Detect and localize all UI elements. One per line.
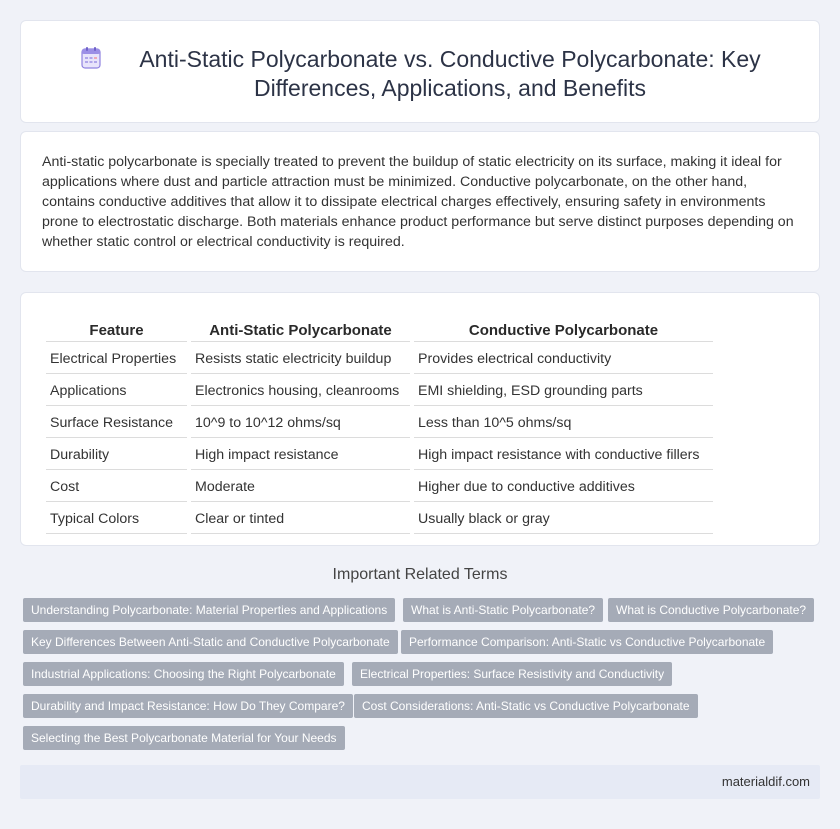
footer-site-name: materialdif.com <box>721 774 810 789</box>
table-row <box>46 504 713 534</box>
table-row <box>46 440 713 470</box>
feature-cell: Cost <box>46 472 187 502</box>
anti-static-cell: Resists static electricity buildup <box>191 344 410 374</box>
anti-static-cell: Moderate <box>191 472 410 502</box>
related-term-link[interactable]: Understanding Polycarbonate: Material Properties and Applications <box>23 598 395 622</box>
title-card <box>20 20 820 123</box>
conductive-cell: Provides electrical conductivity <box>414 344 713 374</box>
conductive-cell: Higher due to conductive additives <box>414 472 713 502</box>
comparison-table <box>42 313 717 536</box>
table-row <box>46 376 713 406</box>
intro-card <box>20 131 820 272</box>
intro-paragraph: Anti-static polycarbonate is specially treated to prevent the buildup of static electricity on its surface, making it ideal for applications where dust and particle attraction must be minimized. Conductive polycarbonate, on the other hand, contains conductive additives that allow it to dissipate electrical charges effectively, ensuring safety in environments prone to electrostatic discharge. Both materials enhance product performance but serve distinct purposes depending on whether static control or electrical conductivity is required. <box>42 154 794 250</box>
conductive-cell: Usually black or gray <box>414 504 713 534</box>
related-term-link[interactable]: Cost Considerations: Anti-Static vs Conductive Polycarbonate <box>354 694 698 718</box>
table-row <box>46 472 713 502</box>
feature-cell: Durability <box>46 440 187 470</box>
related-term-link[interactable]: Key Differences Between Anti-Static and Conductive Polycarbonate <box>23 630 398 654</box>
footer-bar <box>20 765 820 799</box>
anti-static-cell: 10^9 to 10^12 ohms/sq <box>191 408 410 438</box>
related-term-link[interactable]: Industrial Applications: Choosing the Right Polycarbonate <box>23 662 344 686</box>
related-terms-heading: Important Related Terms <box>332 566 508 583</box>
table-row <box>46 408 713 438</box>
header-feature: Feature <box>46 315 187 342</box>
conductive-cell: High impact resistance with conductive fillers <box>414 440 713 470</box>
feature-cell: Typical Colors <box>46 504 187 534</box>
anti-static-cell: High impact resistance <box>191 440 410 470</box>
related-term-link[interactable]: Performance Comparison: Anti-Static vs Conductive Polycarbonate <box>401 630 773 654</box>
feature-cell: Electrical Properties <box>46 344 187 374</box>
calendar-icon <box>81 47 101 69</box>
related-term-link[interactable]: Selecting the Best Polycarbonate Material for Your Needs <box>23 726 345 750</box>
page-title: Anti-Static Polycarbonate vs. Conductive Polycarbonate: Key Differences, Applications, and Benefits <box>139 46 761 101</box>
anti-static-cell: Clear or tinted <box>191 504 410 534</box>
related-term-link[interactable]: What is Anti-Static Polycarbonate? <box>403 598 603 622</box>
conductive-cell: Less than 10^5 ohms/sq <box>414 408 713 438</box>
related-term-link[interactable]: What is Conductive Polycarbonate? <box>608 598 814 622</box>
header-conductive: Conductive Polycarbonate <box>414 315 713 342</box>
feature-cell: Applications <box>46 376 187 406</box>
feature-cell: Surface Resistance <box>46 408 187 438</box>
anti-static-cell: Electronics housing, cleanrooms <box>191 376 410 406</box>
related-term-link[interactable]: Durability and Impact Resistance: How Do They Compare? <box>23 694 353 718</box>
conductive-cell: EMI shielding, ESD grounding parts <box>414 376 713 406</box>
table-row <box>46 344 713 374</box>
header-anti-static: Anti-Static Polycarbonate <box>191 315 410 342</box>
comparison-card <box>20 292 820 546</box>
related-term-link[interactable]: Electrical Properties: Surface Resistivity and Conductivity <box>352 662 672 686</box>
table-header-row <box>46 315 713 342</box>
